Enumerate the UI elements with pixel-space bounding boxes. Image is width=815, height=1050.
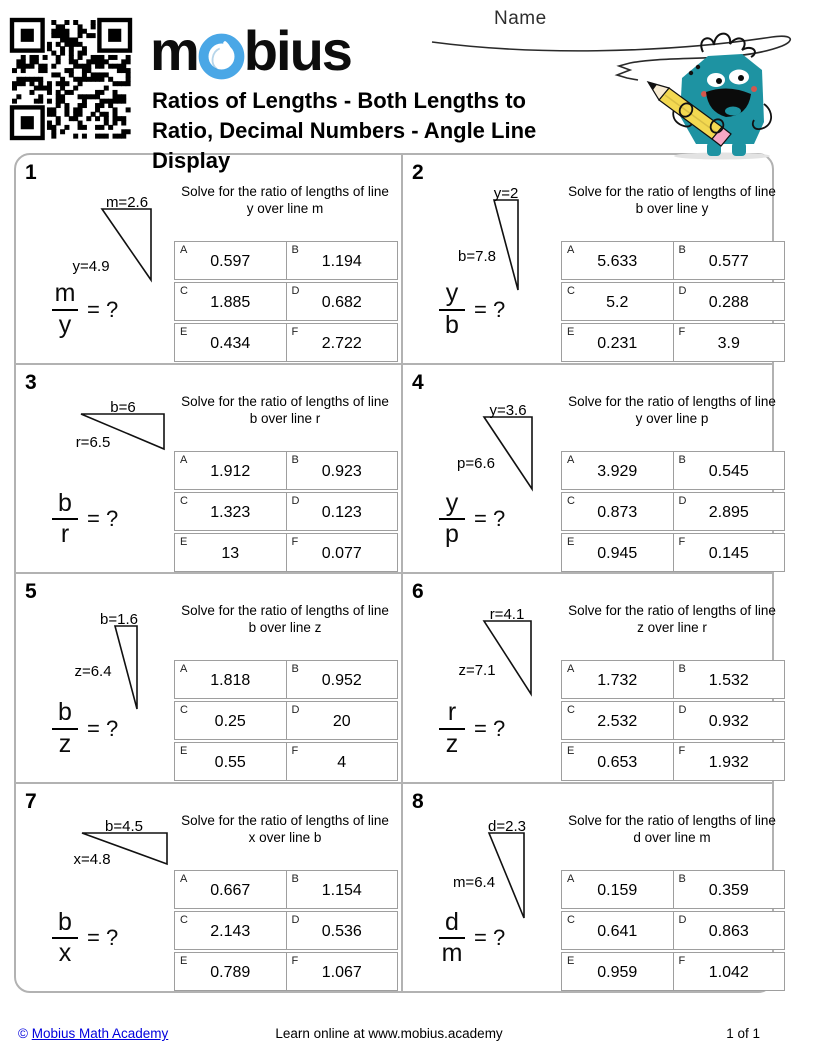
answer-value: 0.545 xyxy=(708,462,749,480)
answer-letter: F xyxy=(291,745,299,757)
answer-value: 0.434 xyxy=(210,335,251,352)
answer-value: 0.789 xyxy=(210,963,251,981)
answer-value: 2.722 xyxy=(321,335,362,352)
answer-option xyxy=(175,871,286,908)
title-line-3: Display xyxy=(152,148,231,173)
answer-letter: B xyxy=(291,244,299,256)
question-text xyxy=(559,812,785,846)
answer-row xyxy=(174,660,398,699)
answer-value: 1.732 xyxy=(597,672,638,689)
problem-cell xyxy=(401,784,776,992)
answer-option xyxy=(175,702,286,739)
answer-letter: E xyxy=(180,745,188,757)
answer-row xyxy=(561,533,785,572)
ratio-expression xyxy=(52,700,118,757)
answer-value: 0.873 xyxy=(597,503,638,521)
problem-cell xyxy=(401,155,776,363)
answer-letter: A xyxy=(180,453,188,466)
answer-table xyxy=(174,241,398,364)
equals-question-mark: = ? xyxy=(474,296,506,322)
copyright-symbol: © xyxy=(18,1026,28,1041)
answer-option xyxy=(673,743,785,780)
answer-value: 0.25 xyxy=(214,713,246,730)
answer-option xyxy=(562,534,673,571)
answer-letter: B xyxy=(678,244,686,256)
problem-cell xyxy=(16,365,401,573)
equals-question-mark: = ? xyxy=(474,715,506,741)
answer-row xyxy=(174,701,398,740)
title-line-1: Ratios of Lengths - Both Lengths to xyxy=(152,88,526,113)
answer-value: 13 xyxy=(221,544,240,562)
answer-option xyxy=(286,661,398,698)
triangle-top-label: b=6 xyxy=(110,398,136,416)
answer-option xyxy=(175,493,286,530)
answer-value: 0.641 xyxy=(597,922,638,940)
answer-value: 1.818 xyxy=(210,672,251,689)
answer-letter: A xyxy=(180,244,188,256)
answer-letter: A xyxy=(180,872,188,885)
answer-value: 0.923 xyxy=(321,462,362,480)
answer-row xyxy=(174,870,398,909)
fraction-denominator: y xyxy=(58,310,72,339)
answer-letter: F xyxy=(678,745,686,757)
answer-row xyxy=(174,323,398,362)
equals-question-mark: = ? xyxy=(87,925,119,950)
question-line-2: b over line y xyxy=(635,201,709,216)
fraction-denominator: x xyxy=(58,939,72,967)
question-line-1: Solve for the ratio of lengths of line xyxy=(568,812,776,828)
answer-option xyxy=(673,242,785,279)
answer-table xyxy=(561,451,785,574)
problem-number: 3 xyxy=(25,370,37,394)
ratio-expression xyxy=(439,488,506,548)
problem-number: 8 xyxy=(412,789,424,813)
triangle-shape xyxy=(494,200,518,290)
grid-row-1 xyxy=(16,155,776,363)
answer-row xyxy=(174,911,398,950)
answer-option xyxy=(286,953,398,990)
answer-value: 2.143 xyxy=(210,922,251,940)
answer-letter: D xyxy=(291,285,300,297)
answer-option xyxy=(175,452,286,489)
answer-option xyxy=(286,493,398,530)
answer-letter: D xyxy=(678,704,687,716)
answer-letter: D xyxy=(678,913,687,926)
answer-value: 5.2 xyxy=(606,294,629,311)
answer-row xyxy=(174,742,398,781)
answer-letter: C xyxy=(180,285,188,297)
answer-row xyxy=(561,451,785,490)
fraction xyxy=(52,907,78,967)
answer-letter: C xyxy=(567,285,575,297)
equals-question-mark: = ? xyxy=(474,925,506,950)
answer-letter: E xyxy=(567,326,575,338)
answer-option xyxy=(175,912,286,949)
fraction-numerator: y xyxy=(445,488,459,517)
qr-code xyxy=(12,20,130,138)
answer-option xyxy=(562,452,673,489)
answer-letter: B xyxy=(678,453,686,466)
fraction xyxy=(52,488,78,548)
question-text xyxy=(172,602,398,636)
answer-option xyxy=(562,661,673,698)
answer-value: 1.885 xyxy=(210,294,251,311)
answer-option xyxy=(562,871,673,908)
answer-letter: E xyxy=(180,535,188,548)
answer-row xyxy=(174,952,398,991)
question-text xyxy=(172,183,398,217)
answer-option xyxy=(562,912,673,949)
answer-value: 0.682 xyxy=(321,294,362,311)
fraction xyxy=(52,281,78,338)
answer-letter: E xyxy=(180,954,188,967)
answer-letter: A xyxy=(567,663,575,675)
answer-value: 0.577 xyxy=(708,253,749,270)
answer-option xyxy=(562,242,673,279)
answer-value: 1.067 xyxy=(321,963,362,981)
answer-option xyxy=(562,493,673,530)
answer-option xyxy=(673,534,785,571)
answer-letter: C xyxy=(180,913,188,926)
answer-value: 0.145 xyxy=(708,544,749,562)
question-line-2: y over line m xyxy=(246,201,324,216)
answer-letter: A xyxy=(567,872,575,885)
answer-table xyxy=(561,870,785,993)
question-text xyxy=(559,602,785,636)
answer-option xyxy=(175,283,286,320)
triangle-shape xyxy=(115,626,137,709)
answer-letter: F xyxy=(291,326,299,338)
answer-letter: F xyxy=(678,326,686,338)
answer-row xyxy=(561,492,785,531)
answer-letter: A xyxy=(567,453,575,466)
answer-table xyxy=(174,451,398,574)
answer-row xyxy=(561,870,785,909)
triangle-top-label: d=2.3 xyxy=(488,817,526,835)
answer-option xyxy=(673,661,785,698)
answer-value: 0.159 xyxy=(597,881,638,899)
answer-row xyxy=(561,323,785,362)
answer-letter: F xyxy=(678,535,686,548)
answer-row xyxy=(174,282,398,321)
answer-row xyxy=(561,742,785,781)
triangle-top-label: y=2 xyxy=(493,185,519,202)
answer-row xyxy=(561,701,785,740)
answer-value: 0.231 xyxy=(597,335,638,352)
answer-option xyxy=(286,702,398,739)
triangle-top-label: y=3.6 xyxy=(489,401,527,419)
answer-option xyxy=(175,242,286,279)
triangle-side-label: r=6.5 xyxy=(75,433,111,451)
answer-option xyxy=(286,871,398,908)
answer-letter: F xyxy=(291,535,299,548)
answer-value: 1.912 xyxy=(210,462,251,480)
problem-cell xyxy=(16,784,401,992)
title-line-2: Ratio, Decimal Numbers - Angle Line xyxy=(152,118,537,143)
fraction-numerator: y xyxy=(445,279,459,307)
answer-row xyxy=(174,533,398,572)
answer-value: 0.653 xyxy=(597,754,638,771)
footer-center-text: Learn online at www.mobius.academy xyxy=(275,1026,503,1041)
answer-value: 0.077 xyxy=(321,544,362,562)
answer-value: 0.536 xyxy=(321,922,362,940)
answer-option xyxy=(175,953,286,990)
answer-option xyxy=(286,534,398,571)
question-text xyxy=(559,393,785,427)
copyright-link-wrap xyxy=(18,1026,168,1041)
triangle-shape xyxy=(484,621,531,694)
fraction-numerator: d xyxy=(445,907,459,936)
fraction-denominator: p xyxy=(445,520,459,548)
answer-option xyxy=(673,493,785,530)
fraction-denominator: r xyxy=(60,520,70,548)
triangle-side-label: m=6.4 xyxy=(452,873,496,891)
answer-value: 1.042 xyxy=(708,963,749,981)
answer-option xyxy=(175,743,286,780)
ratio-expression xyxy=(52,281,118,338)
answer-option xyxy=(562,953,673,990)
answer-letter: D xyxy=(678,494,687,507)
triangle-top-label: b=4.5 xyxy=(105,817,143,835)
question-line-2: b over line r xyxy=(249,410,321,426)
answer-value: 2.532 xyxy=(597,713,638,730)
answer-value: 0.945 xyxy=(597,544,638,562)
fraction-numerator: b xyxy=(58,488,72,517)
answer-value: 0.123 xyxy=(321,503,362,521)
mobius-o-icon xyxy=(200,35,243,78)
answer-value: 0.932 xyxy=(708,713,749,730)
fraction xyxy=(439,281,465,338)
problem-number: 7 xyxy=(25,789,37,813)
answer-value: 1.932 xyxy=(708,754,749,771)
question-line-2: x over line b xyxy=(248,829,322,845)
answer-letter: B xyxy=(678,872,686,885)
answer-value: 1.323 xyxy=(210,503,251,521)
answer-table xyxy=(174,660,398,783)
answer-row xyxy=(561,911,785,950)
ratio-expression xyxy=(52,907,119,967)
answer-option xyxy=(562,324,673,361)
fraction xyxy=(439,907,465,967)
answer-letter: C xyxy=(567,704,575,716)
question-line-2: b over line z xyxy=(248,620,322,635)
fraction-numerator: r xyxy=(447,698,457,726)
ratio-expression xyxy=(52,488,119,548)
fraction-numerator: m xyxy=(54,279,76,307)
answer-table xyxy=(561,660,785,783)
mobius-logo xyxy=(150,18,351,83)
answer-letter: D xyxy=(678,285,687,297)
answer-value: 1.532 xyxy=(708,672,749,689)
answer-value: 0.597 xyxy=(210,253,251,270)
question-line-1: Solve for the ratio of lengths of line xyxy=(181,603,389,618)
mascot-illustration xyxy=(420,0,815,158)
triangle-top-label: b=1.6 xyxy=(100,611,138,628)
answer-letter: E xyxy=(567,954,575,967)
answer-value: 1.154 xyxy=(321,881,362,899)
triangle-side-label: p=6.6 xyxy=(457,454,495,472)
answer-option xyxy=(286,324,398,361)
answer-option xyxy=(562,743,673,780)
answer-row xyxy=(561,241,785,280)
fraction-denominator: z xyxy=(58,729,72,758)
triangle-side-label: z=6.4 xyxy=(74,663,112,680)
answer-value: 1.194 xyxy=(321,253,362,270)
problem-cell xyxy=(401,574,776,782)
question-line-2: y over line p xyxy=(635,410,709,426)
logo-text-pre: m xyxy=(150,19,198,82)
answer-option xyxy=(286,743,398,780)
answer-row xyxy=(561,952,785,991)
question-text xyxy=(172,393,398,427)
problem-number: 5 xyxy=(25,580,37,603)
answer-letter: A xyxy=(180,663,188,675)
answer-value: 3.929 xyxy=(597,462,638,480)
triangle-side-label: b=7.8 xyxy=(458,248,496,265)
triangle-shape xyxy=(484,417,532,489)
answer-letter: C xyxy=(567,494,575,507)
mobius-math-academy-link[interactable]: Mobius Math Academy xyxy=(31,1026,169,1041)
logo-text-post: bius xyxy=(243,19,351,82)
problem-number: 1 xyxy=(25,161,37,184)
triangle-side-label: x=4.8 xyxy=(73,850,111,868)
fraction xyxy=(439,488,465,548)
answer-option xyxy=(673,324,785,361)
answer-option xyxy=(286,452,398,489)
name-label: Name xyxy=(494,8,547,29)
question-text xyxy=(559,183,785,217)
answer-row xyxy=(561,282,785,321)
answer-option xyxy=(286,912,398,949)
answer-letter: D xyxy=(291,913,300,926)
triangle-side-label: y=4.9 xyxy=(72,258,110,275)
fraction-numerator: b xyxy=(58,698,72,726)
answer-row xyxy=(561,660,785,699)
answer-letter: B xyxy=(291,453,299,466)
question-line-1: Solve for the ratio of lengths of line xyxy=(181,184,389,199)
page-number: 1 of 1 xyxy=(726,1026,760,1041)
answer-value: 0.667 xyxy=(210,881,251,899)
answer-letter: B xyxy=(291,872,299,885)
fraction xyxy=(52,700,78,757)
answer-letter: C xyxy=(180,704,188,716)
answer-option xyxy=(673,871,785,908)
problem-cell xyxy=(401,365,776,573)
answer-value: 4 xyxy=(337,754,347,771)
fraction-denominator: z xyxy=(445,729,459,758)
question-text xyxy=(172,812,398,846)
ratio-expression xyxy=(439,700,505,757)
answer-value: 0.55 xyxy=(214,754,246,771)
answer-letter: C xyxy=(180,494,188,507)
answer-value: 2.895 xyxy=(708,503,749,521)
grid-row-2 xyxy=(16,363,776,573)
answer-letter: D xyxy=(291,494,300,507)
answer-value: 0.952 xyxy=(321,672,362,689)
grid-row-3 xyxy=(16,572,776,782)
answer-row xyxy=(174,241,398,280)
answer-option xyxy=(673,702,785,739)
problem-number: 2 xyxy=(412,161,424,184)
answer-letter: C xyxy=(567,913,575,926)
triangle-side-label: z=7.1 xyxy=(458,662,496,679)
answer-letter: E xyxy=(567,535,575,548)
fraction-denominator: m xyxy=(441,939,463,967)
answer-value: 0.959 xyxy=(597,963,638,981)
ratio-expression xyxy=(439,281,505,338)
answer-value: 0.359 xyxy=(708,881,749,899)
answer-table xyxy=(174,870,398,993)
problem-number: 6 xyxy=(412,580,424,603)
answer-row xyxy=(174,451,398,490)
problem-cell xyxy=(16,155,401,363)
question-line-1: Solve for the ratio of lengths of line xyxy=(568,393,776,409)
answer-option xyxy=(562,702,673,739)
answer-value: 0.863 xyxy=(708,922,749,940)
answer-letter: F xyxy=(678,954,686,967)
question-line-1: Solve for the ratio of lengths of line xyxy=(181,393,389,409)
answer-letter: B xyxy=(291,663,299,675)
answer-option xyxy=(175,324,286,361)
question-line-1: Solve for the ratio of lengths of line xyxy=(568,603,776,618)
triangle-top-label: r=4.1 xyxy=(489,606,525,623)
answer-value: 0.288 xyxy=(708,294,749,311)
equals-question-mark: = ? xyxy=(87,715,119,741)
problem-cell xyxy=(16,574,401,782)
answer-option xyxy=(673,452,785,489)
answer-letter: D xyxy=(291,704,300,716)
equals-question-mark: = ? xyxy=(87,506,119,531)
problems-grid xyxy=(14,153,774,993)
answer-option xyxy=(286,242,398,279)
answer-letter: A xyxy=(567,244,575,256)
grid-row-4 xyxy=(16,782,776,992)
answer-option xyxy=(562,283,673,320)
equals-question-mark: = ? xyxy=(474,506,506,531)
fraction-numerator: b xyxy=(58,907,72,936)
question-line-2: z over line r xyxy=(637,620,707,635)
answer-option xyxy=(175,534,286,571)
answer-letter: E xyxy=(180,326,188,338)
answer-value: 3.9 xyxy=(717,335,740,352)
question-line-2: d over line m xyxy=(633,829,711,845)
answer-option xyxy=(673,283,785,320)
answer-table xyxy=(561,241,785,364)
ratio-expression xyxy=(439,907,506,967)
problem-number: 4 xyxy=(412,370,424,394)
answer-option xyxy=(175,661,286,698)
question-line-1: Solve for the ratio of lengths of line xyxy=(568,184,776,199)
answer-option xyxy=(673,912,785,949)
answer-option xyxy=(673,953,785,990)
answer-value: 5.633 xyxy=(597,253,638,270)
answer-letter: E xyxy=(567,745,575,757)
equals-question-mark: = ? xyxy=(87,296,119,322)
answer-letter: B xyxy=(678,663,686,675)
answer-value: 20 xyxy=(332,713,351,730)
answer-row xyxy=(174,492,398,531)
triangle-top-label: m=2.6 xyxy=(105,194,149,211)
worksheet-header xyxy=(0,0,815,173)
question-line-1: Solve for the ratio of lengths of line xyxy=(181,812,389,828)
fraction-denominator: b xyxy=(445,310,459,339)
answer-letter: F xyxy=(291,954,299,967)
answer-option xyxy=(286,283,398,320)
fraction xyxy=(439,700,465,757)
